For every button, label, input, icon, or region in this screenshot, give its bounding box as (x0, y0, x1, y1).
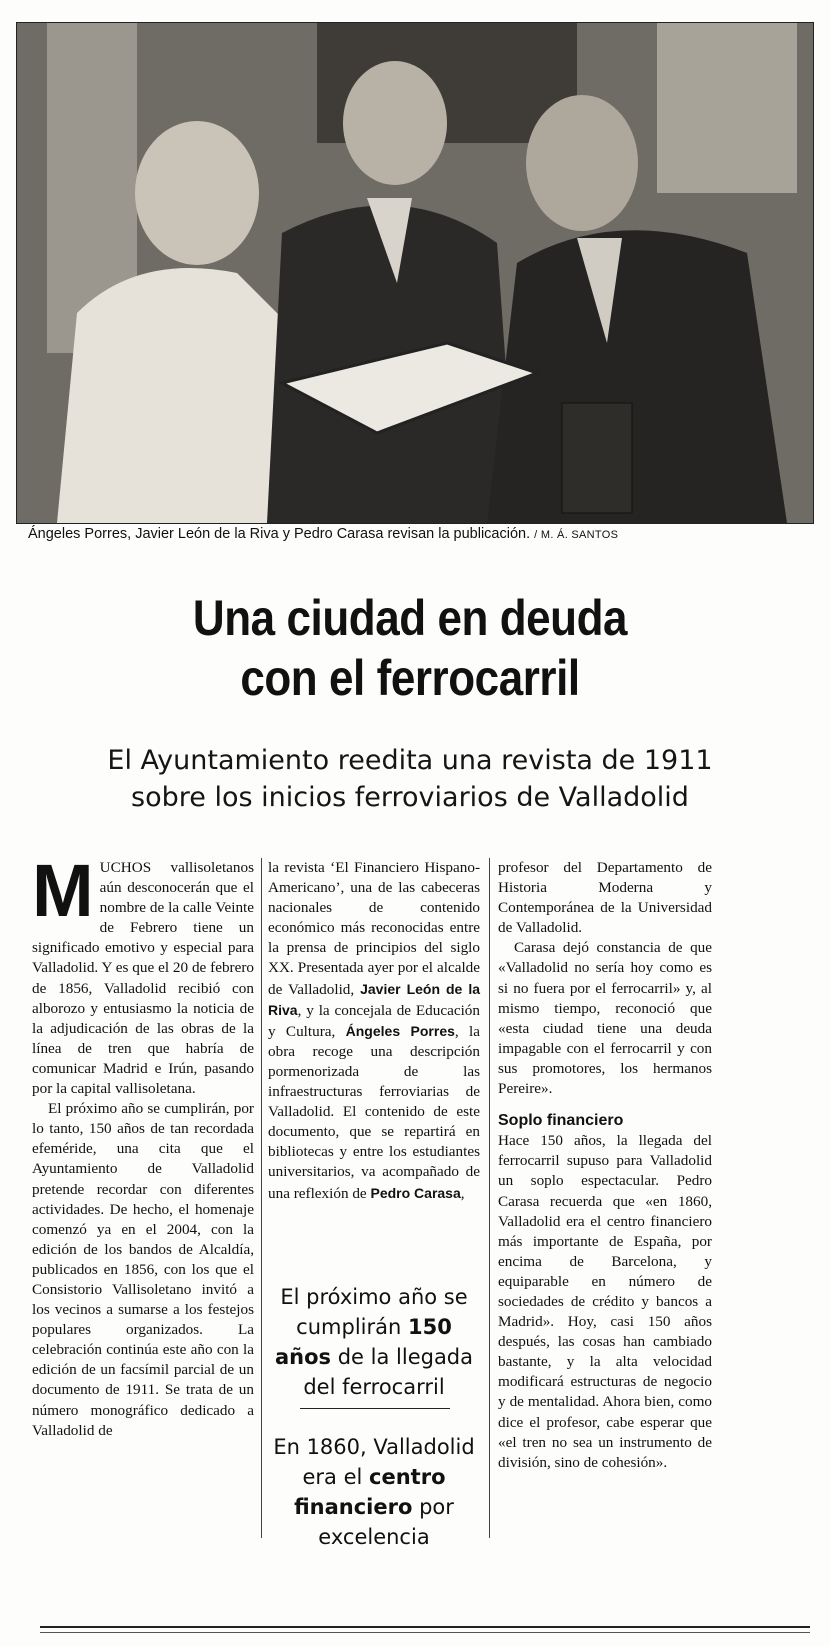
article-column-1 (32, 849, 254, 1441)
paragraph (32, 849, 254, 1099)
person-name: Ángeles Porres (345, 1022, 455, 1039)
paragraph: profesor del Departamento de Historia Moderna y Contemporánea de la Universidad de Valladolid. (498, 859, 712, 937)
caption-text: Ángeles Porres, Javier León de la Riva y Pedro Carasa revisan la publicación. (28, 526, 531, 542)
person-name: Pedro Carasa (370, 1184, 461, 1201)
page-bottom-rule (40, 1626, 810, 1628)
pull-quote-text: En 1860, Valladolid era el (273, 1435, 475, 1489)
pull-quote-1 (268, 1282, 480, 1402)
pull-quote-emphasis: 150 años (274, 1315, 452, 1369)
photo-credit: / M. Á. SANTOS (534, 529, 619, 541)
paragraph-text: UCHOS vallisoletanos aún desconocerán que el nombre de la calle Veinte de Febrero tiene un significado emotivo y especial para Valladolid. Y es que el 20 de febrero de 1856, Valladolid recibió con alborozo y entusiasmo la noticia de la adjudicación de las obras de la línea de tren que habría de comunicar Madrid e Irún, pasando por la capital vallisoletana. (32, 859, 254, 1098)
paragraph: Carasa dejó constancia de que «Valladolid no sería hoy como es si no fuera por el ferrocarril» y, al mismo tiempo, reconoció que «esta ciudad tiene una deuda impagable con el ferrocarril y con sus promotores, los hermanos Pereire». (498, 939, 712, 1098)
headline-line-2: con el ferrocarril (240, 650, 580, 706)
subhead-line-2: sobre los inicios ferroviarios de Valladolid (131, 782, 689, 813)
person-name: Javier León de la Riva (268, 980, 481, 1018)
pull-quote-2 (268, 1432, 480, 1552)
pull-quote-divider (300, 1408, 450, 1409)
headline-line-1: Una ciudad en deuda (192, 590, 628, 646)
paragraph-text: , (460, 1184, 465, 1202)
pull-quote-text: por excelencia (318, 1495, 454, 1549)
photo-icon (17, 23, 813, 523)
news-photo (16, 22, 814, 524)
subheadline (40, 742, 780, 816)
section-heading: Soplo financiero (498, 1112, 624, 1130)
subhead-line-1: El Ayuntamiento reedita una revista de 1911 (107, 745, 713, 776)
photo-caption (28, 526, 808, 542)
pull-quote-emphasis: centro financiero (294, 1465, 446, 1519)
paragraph: Hace 150 años, la llegada del ferrocarril supuso para Valladolid un soplo espectacular. Pedro Carasa recuerda que «en 1860, Valladolid era el centro financiero más importante de España, por encima de Barcelona, y equiparable en número de sociedades de crédito y bancos a Madrid». Hoy, casi 150 años después, las cosas han cambiado bastante, y la alta velocidad modificará estructuras de negocio y de mentalidad. Ahora bien, como dice el profesor, cabe esperar que «el tren no sea un instrumento de división, sino de cohesión». (498, 1132, 712, 1471)
pull-quote-text: de la llegada del ferrocarril (303, 1345, 474, 1399)
page-bottom-rule-thin (40, 1632, 810, 1633)
column-divider-2 (489, 858, 490, 1538)
article-column-2 (268, 858, 480, 1204)
headline (102, 588, 718, 708)
paragraph-text: la revista ‘El Financiero Hispano-Americano’, una de las cabeceras nacionales de contenido económico más reconocidas entre la prensa de principios del siglo XX. Presentada ayer por el alcalde de Valladolid, (268, 859, 480, 998)
paragraph-text: , y la concejala de Educación y Cultura, (268, 1001, 480, 1040)
article-column-3 (498, 858, 712, 1473)
column-divider-1 (261, 858, 262, 1538)
paragraph-text: , la obra recoge una descripción pormenorizada de las infraestructuras ferroviarias de Valladolid. El contenido de este documento, que se repartirá en bibliotecas y entre los estudiantes universitarios, va acompañado de una reflexión de (268, 1022, 481, 1202)
dropcap: M (32, 849, 94, 932)
paragraph: El próximo año se cumplirán, por lo tanto, 150 años de tan recordada efeméride, una cita que el Ayuntamiento de Valladolid pretende recordar con diferentes actividades. De hecho, el homenaje comenzó ya en el 2004, con la edición de los bandos de Alcaldía, publicados en 1856, con los que el Consistorio Vallisoletano invitó a los vecinos a sumarse a los festejos populares organizados. La celebración continúa este año con la edición de un facsímil parcial de un documento de 1911. Se trata de un número monográfico dedicado a Valladolid de (32, 1100, 254, 1439)
paragraph (268, 858, 480, 1204)
pull-quote-text: El próximo año se cumplirán (280, 1285, 468, 1339)
